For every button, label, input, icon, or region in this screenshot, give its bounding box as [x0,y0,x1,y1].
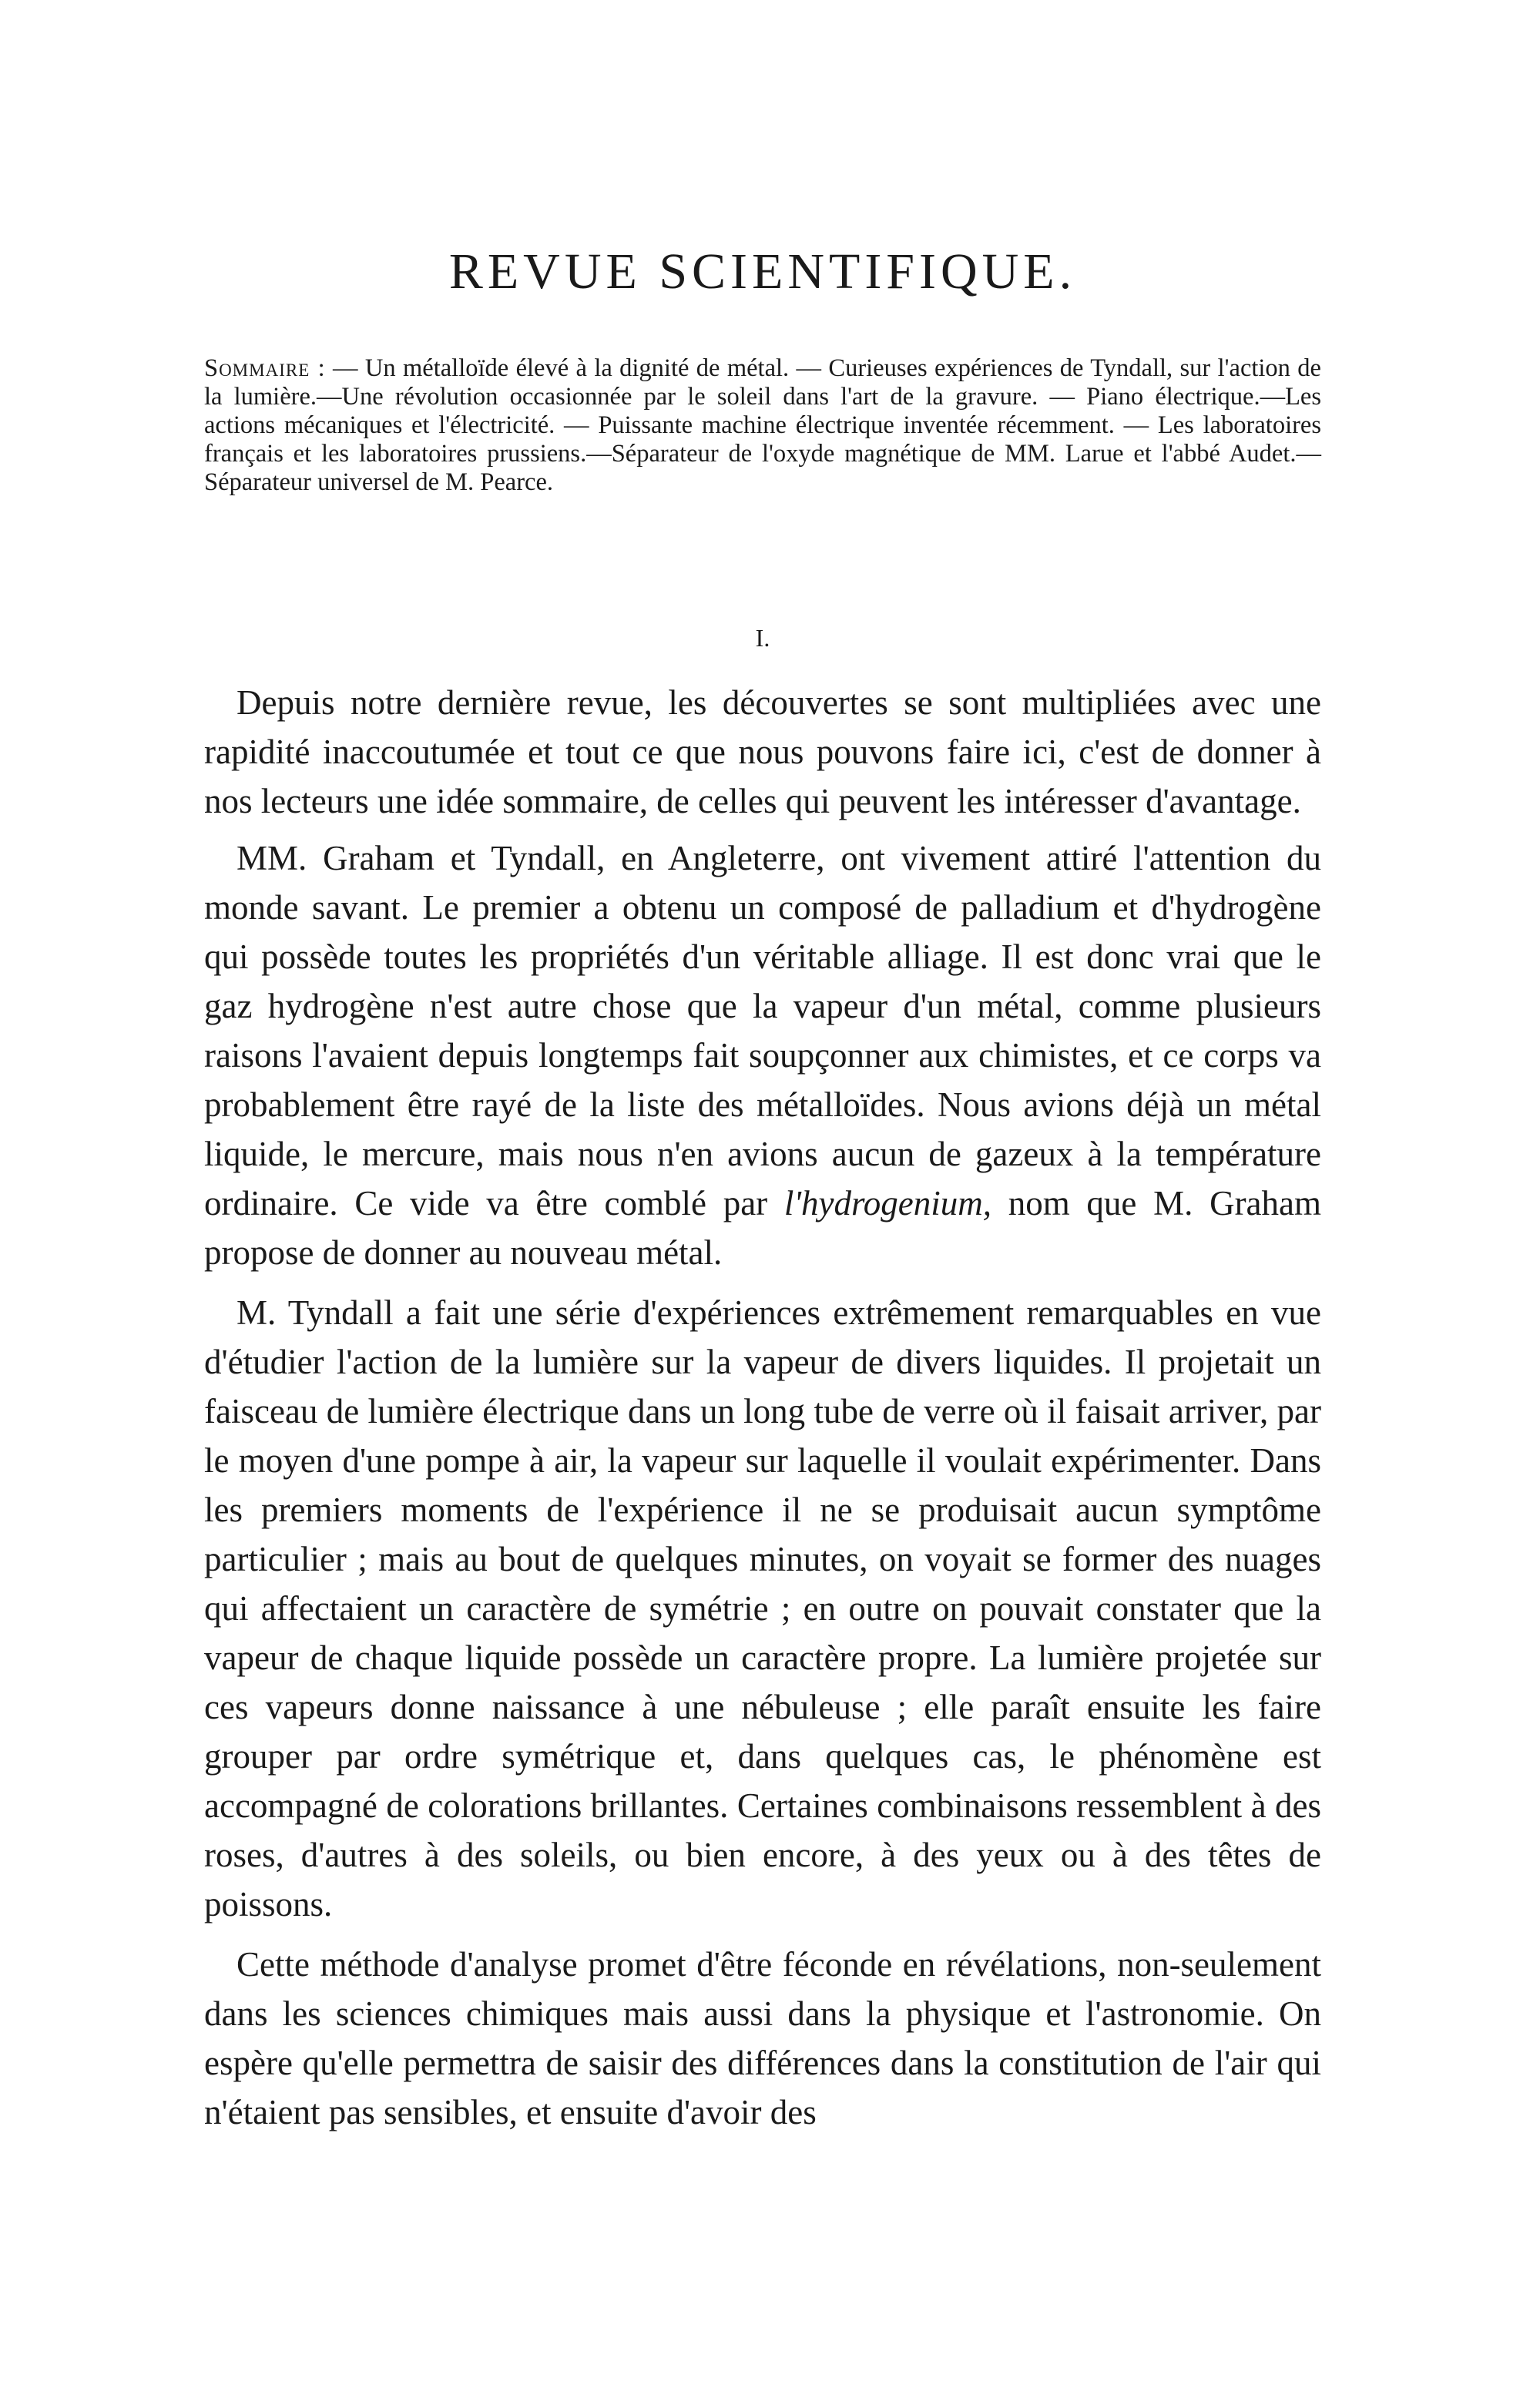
summary-label: Sommaire : [204,354,326,382]
summary [204,354,1321,497]
paragraph-3: M. Tyndall a fait une série d'expériences extrêmement remarquables en vue d'étudier l'action de la lumière sur la vapeur de divers liquides. Il projetait un faisceau de lumière électrique dans un long tube de verre où il faisait arriver, par le moyen d'une pompe à air, la vapeur sur laquelle il voulait expérimenter. Dans les premiers moments de l'expérience il ne se produisait aucun symptôme particulier ; mais au bout de quelques minutes, on voyait se former des nuages qui affectaient un caractère de symétrie ; en outre on pouvait constater que la vapeur de chaque liquide possède un caractère propre. La lumière projetée sur ces vapeurs donne naissance à une nébuleuse ; elle paraît ensuite les faire grouper par ordre symétrique et, dans quelques cas, le phénomène est accompagné de colorations brillantes. Certaines combinaisons ressemblent à des roses, d'autres à des soleils, ou bien encore, à des yeux ou à des têtes de poissons. [204,1293,1321,1923]
paragraph-2-text-b: nom que M. Graham propose de donner au nouveau métal. [204,1184,1322,1272]
paragraph-2-italic: l'hydrogenium, [783,1184,992,1223]
paragraph-4: Cette méthode d'analyse promet d'être féconde en révélations, non-seulement dans les sciences chimiques mais aussi dans la physique et l'astronomie. On espère qu'elle permettra de saisir des différences dans la constitution de l'air qui n'étaient pas sensibles, et ensuite d'avoir des [204,1945,1321,2131]
article-body [204,678,1321,2148]
summary-text: — Un métalloïde élevé à la dignité de métal. — Curieuses expériences de Tyndall, sur l'action de la lumière.—Une révolution occasionnée par le soleil dans l'art de la gravure. — Piano électrique.—Les actions mécaniques et l'électricité. — Puissante machine électrique inventée récemment. — Les laboratoires français et les laboratoires prussiens.—Séparateur de l'oxyde magnétique de MM. Larue et l'abbé Audet.—Séparateur universel de M. Pearce. [204,354,1321,496]
paragraph-2-text-a: MM. Graham et Tyndall, en Angleterre, ont vivement attiré l'attention du monde savant. Le premier a obtenu un composé de palladium et d'hydrogène qui possède toutes les propriétés d'un véritable alliage. Il est donc vrai que le gaz hydrogène n'est autre chose que la vapeur d'un métal, comme plusieurs raisons l'avaient depuis longtemps fait soupçonner aux chimistes, et ce corps va probablement être rayé de la liste des métalloïdes. Nous avions déjà un métal liquide, le mercure, mais nous n'en avions aucun de gazeux à la température ordinaire. Ce vide va être comblé par [204,839,1321,1223]
paragraph-2 [204,833,1321,1277]
section-number: I. [755,624,770,652]
paragraph-1: Depuis notre dernière revue, les découvertes se sont multipliées avec une rapidité inaccoutumée et tout ce que nous pouvons faire ici, c'est de donner à nos lecteurs une idée sommaire, de celles qui peuvent les intéresser d'avantage. [204,683,1321,820]
page-title: REVUE SCIENTIFIQUE. [448,243,1077,300]
